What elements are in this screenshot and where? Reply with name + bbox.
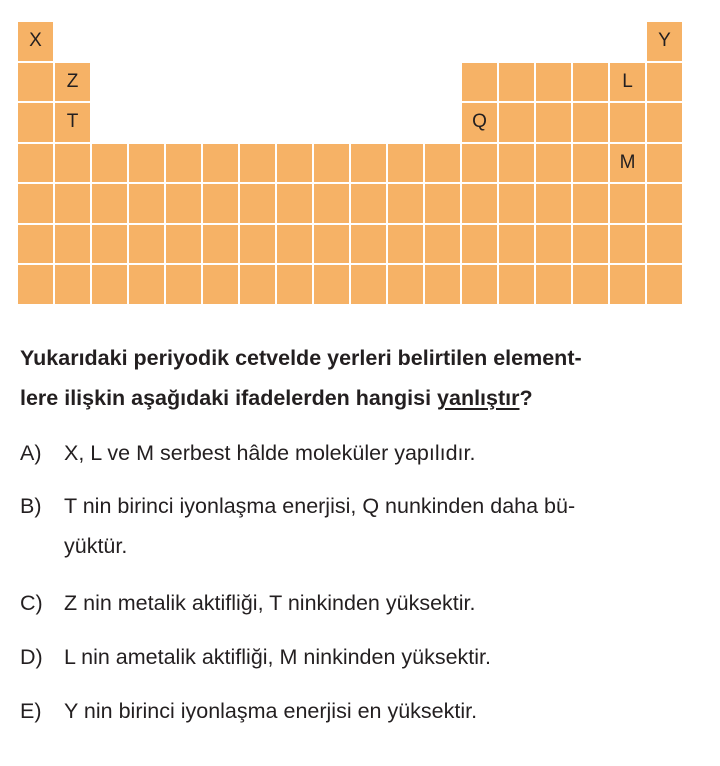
- table-cell: [18, 63, 53, 102]
- option-e-text: Y nin birinci iyonlaşma enerjisi en yüksektir.: [64, 699, 478, 723]
- element-symbol: T: [66, 111, 79, 133]
- table-cell: [129, 265, 164, 304]
- table-cell: [499, 225, 534, 264]
- element-cell-q: [462, 103, 497, 142]
- table-cell: [18, 184, 53, 223]
- table-cell: [499, 265, 534, 304]
- table-cell: [462, 184, 497, 223]
- table-cell: [240, 225, 275, 264]
- table-cell: [573, 225, 608, 264]
- table-cell: [610, 184, 645, 223]
- option-a-letter: A): [20, 441, 42, 465]
- table-cell: [240, 144, 275, 183]
- table-cell: [277, 144, 312, 183]
- table-cell: [462, 63, 497, 102]
- table-cell: [203, 144, 238, 183]
- table-cell: [129, 184, 164, 223]
- table-cell: [425, 225, 460, 264]
- table-cell: [166, 184, 201, 223]
- element-cell-x: [18, 22, 53, 61]
- table-cell: [499, 144, 534, 183]
- table-cell: [166, 265, 201, 304]
- periodic-table: [0, 0, 720, 320]
- table-cell: [55, 144, 90, 183]
- table-cell: [425, 184, 460, 223]
- option-d-letter: D): [20, 645, 43, 669]
- table-cell: [240, 265, 275, 304]
- option-b-continuation: yüktür.: [64, 534, 128, 558]
- element-symbol: Z: [66, 70, 79, 92]
- question-mark: ?: [519, 386, 533, 410]
- table-cell: [647, 184, 682, 223]
- table-cell: [314, 265, 349, 304]
- option-e[interactable]: [20, 691, 710, 731]
- table-cell: [18, 265, 53, 304]
- table-cell: [388, 184, 423, 223]
- table-cell: [314, 144, 349, 183]
- option-d[interactable]: [20, 637, 710, 677]
- table-cell: [92, 265, 127, 304]
- table-cell: [55, 184, 90, 223]
- table-cell: [536, 144, 571, 183]
- element-symbol: X: [29, 30, 42, 52]
- table-cell: [55, 225, 90, 264]
- table-cell: [647, 144, 682, 183]
- element-cell-m: [610, 144, 645, 183]
- element-cell-z: [55, 63, 90, 102]
- option-b-letter: B): [20, 494, 42, 518]
- table-cell: [647, 225, 682, 264]
- element-symbol: Q: [472, 111, 487, 133]
- element-cell-l: [610, 63, 645, 102]
- table-cell: [92, 144, 127, 183]
- option-c-letter: C): [20, 591, 43, 615]
- element-cell-y: [647, 22, 682, 61]
- table-cell: [92, 184, 127, 223]
- table-cell: [462, 265, 497, 304]
- table-cell: [536, 225, 571, 264]
- option-c[interactable]: [20, 583, 710, 623]
- table-cell: [351, 144, 386, 183]
- question-line-1: Yukarıdaki periyodik cetvelde yerleri belirtilen element-: [20, 346, 582, 370]
- table-cell: [277, 184, 312, 223]
- table-cell: [129, 144, 164, 183]
- element-symbol: L: [622, 70, 633, 92]
- table-cell: [573, 103, 608, 142]
- option-d-text: L nin ametalik aktifliği, M ninkinden yüksektir.: [64, 645, 492, 669]
- table-cell: [240, 184, 275, 223]
- table-cell: [536, 265, 571, 304]
- table-cell: [314, 184, 349, 223]
- table-cell: [129, 225, 164, 264]
- table-cell: [388, 225, 423, 264]
- table-cell: [92, 225, 127, 264]
- question-emphasis: yanlıştır: [437, 386, 520, 410]
- question-line-2-text: lere ilişkin aşağıdaki ifadelerden hangisi: [20, 386, 438, 410]
- table-cell: [166, 144, 201, 183]
- table-cell: [499, 184, 534, 223]
- table-cell: [203, 225, 238, 264]
- option-a-text: X, L ve M serbest hâlde moleküler yapılıdır.: [64, 441, 476, 465]
- option-b[interactable]: [20, 486, 710, 566]
- table-cell: [314, 225, 349, 264]
- table-cell: [610, 265, 645, 304]
- table-cell: [277, 225, 312, 264]
- option-a[interactable]: [20, 433, 710, 473]
- table-cell: [536, 184, 571, 223]
- option-e-letter: E): [20, 699, 42, 723]
- table-cell: [18, 225, 53, 264]
- question-line-2: [20, 378, 710, 418]
- element-symbol: M: [619, 151, 636, 173]
- element-symbol: Y: [658, 30, 671, 52]
- table-cell: [499, 63, 534, 102]
- table-cell: [610, 225, 645, 264]
- table-cell: [536, 103, 571, 142]
- table-cell: [351, 184, 386, 223]
- table-cell: [388, 144, 423, 183]
- table-cell: [462, 144, 497, 183]
- table-cell: [462, 225, 497, 264]
- element-cell-t: [55, 103, 90, 142]
- table-cell: [203, 184, 238, 223]
- table-cell: [351, 225, 386, 264]
- table-cell: [18, 144, 53, 183]
- option-b-text: T nin birinci iyonlaşma enerjisi, Q nunkinden daha bü-: [64, 494, 576, 518]
- table-cell: [573, 144, 608, 183]
- table-cell: [573, 184, 608, 223]
- table-cell: [351, 265, 386, 304]
- table-cell: [536, 63, 571, 102]
- table-cell: [499, 103, 534, 142]
- question-stem: [20, 338, 710, 418]
- table-cell: [573, 63, 608, 102]
- table-cell: [425, 265, 460, 304]
- option-c-text: Z nin metalik aktifliği, T ninkinden yüksektir.: [64, 591, 476, 615]
- table-cell: [647, 265, 682, 304]
- table-cell: [647, 103, 682, 142]
- table-cell: [610, 103, 645, 142]
- table-cell: [425, 144, 460, 183]
- table-cell: [203, 265, 238, 304]
- table-cell: [277, 265, 312, 304]
- table-cell: [573, 265, 608, 304]
- table-cell: [647, 63, 682, 102]
- table-cell: [388, 265, 423, 304]
- table-cell: [55, 265, 90, 304]
- table-cell: [166, 225, 201, 264]
- table-cell: [18, 103, 53, 142]
